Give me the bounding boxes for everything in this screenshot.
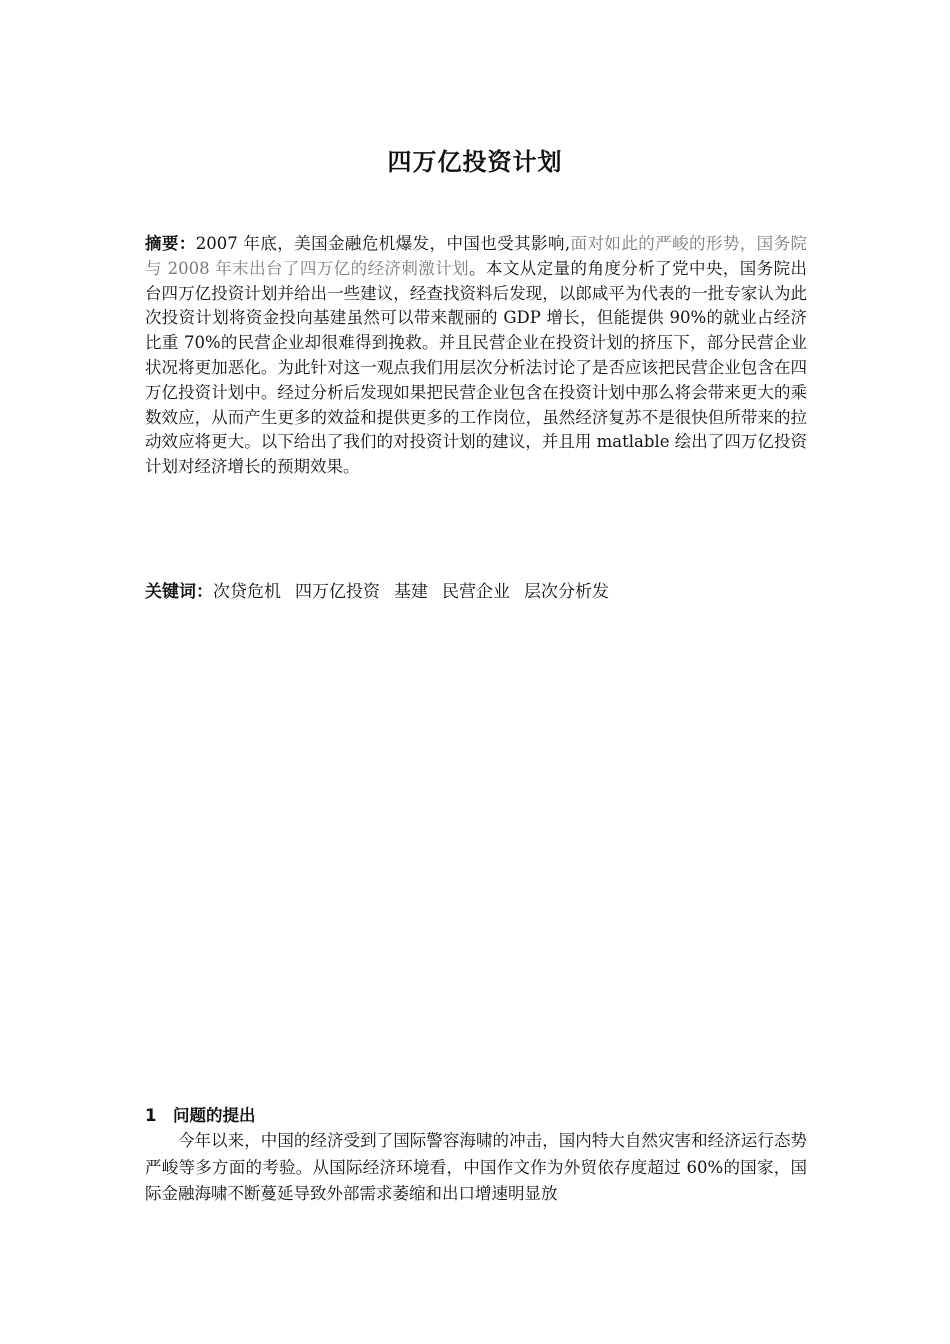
abstract-text-part2: 。本文从定量的角度分析了党中央，国务院出台四万亿投资计划并给出一些建议，经查找资料后发现，以郎咸平为代表的一批专家认为此次投资计划将资金投向基建虽然可以带来靓丽的 GDP 增长，但能提供 90%的就业占经济比重 70%的民营企业却很难得到挽救。并且民营企业在投资计划的挤压下，部分民营企业状况将更加恶化。为此针对这一观点我们用层次分析法讨论了是否应该把民营企业包含在四万亿投资计划中。经过分析后发现如果把民营企业包含在投资计划中那么将会带来更大的乘数效应，从而产生更多的效益和提供更多的工作岗位，虽然经济复苏不是很快但所带来的拉动效应将更大。以下给出了我们的对投资计划的建议，并且用 matlable 绘出了四万亿投资计划对经济增长的预期效果。 bbox=[145, 258, 807, 477]
abstract bbox=[145, 232, 807, 480]
keyword-item: 民营企业 bbox=[442, 582, 510, 602]
section-heading bbox=[145, 1104, 807, 1128]
keyword-item: 次贷危机 bbox=[213, 582, 281, 602]
abstract-text-part1: 2007 年底，美国金融危机爆发，中国也受其影响, bbox=[195, 234, 571, 253]
section-paragraph: 今年以来，中国的经济受到了国际警容海啸的冲击，国内特大自然灾害和经济运行态势严峻等多方面的考验。从国际经济环境看，中国作文作为外贸依存度超过 60%的国家，国际金融海啸不断蔓延导致外部需求萎缩和出口增速明显放 bbox=[145, 1131, 807, 1203]
section-title: 问题的提出 bbox=[173, 1106, 256, 1125]
keyword-item: 四万亿投资 bbox=[295, 582, 380, 602]
document-title: 四万亿投资计划 bbox=[387, 148, 563, 176]
abstract-label: 摘要： bbox=[145, 234, 196, 253]
section-number: 1 bbox=[145, 1106, 157, 1125]
keyword-item: 层次分析发 bbox=[524, 582, 609, 602]
keyword-item: 基建 bbox=[394, 582, 428, 602]
keywords-label: 关键词： bbox=[145, 582, 213, 602]
abstract-text-gray: 面对如此的严峻的形势，国务院与 2008 年末出台了四万亿的经济刺激计划 bbox=[145, 234, 808, 278]
keywords bbox=[145, 579, 807, 605]
